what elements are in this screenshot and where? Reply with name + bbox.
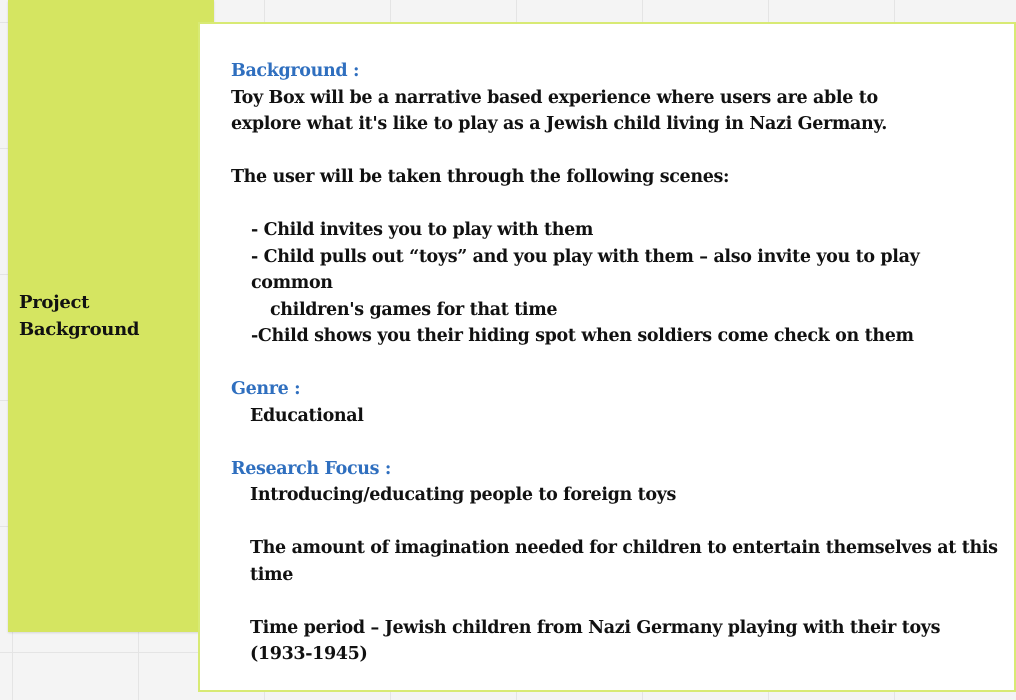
genre-heading: Genre : xyxy=(231,379,301,399)
spacer xyxy=(231,509,1001,536)
spacer xyxy=(231,138,1001,165)
spacer xyxy=(231,191,1001,218)
content-text-block[interactable] xyxy=(231,58,1001,668)
project-background-sticky-note[interactable] xyxy=(8,0,214,632)
spacer xyxy=(231,350,1001,377)
research-item-3: Time period – Jewish children from Nazi Germany playing with their toys xyxy=(250,617,941,638)
background-text-line-2: explore what it's like to play as a Jewish child living in Nazi Germany. xyxy=(231,114,887,134)
background-heading: Background : xyxy=(231,61,360,81)
research-item-1: Introducing/educating people to foreign toys xyxy=(250,485,677,505)
genre-value: Educational xyxy=(250,405,364,426)
project-background-label: Project Background xyxy=(19,292,140,340)
research-item-2: The amount of imagination needed for children to entertain themselves at this xyxy=(250,538,998,558)
research-item-2-continued: time xyxy=(250,564,293,585)
research-focus-heading: Research Focus : xyxy=(231,458,392,479)
background-text-line-1: Toy Box will be a narrative based experience where users are able to xyxy=(231,87,878,108)
scene-item-3: -Child shows you their hiding spot when soldiers come check on them xyxy=(251,326,914,346)
project-background-content-card[interactable] xyxy=(198,22,1016,692)
scene-item-1: - Child invites you to play with them xyxy=(251,220,594,240)
scene-item-2: - Child pulls out “toys” and you play with them – also invite you to play common xyxy=(251,246,920,293)
spacer xyxy=(231,429,1001,456)
research-item-3-continued: (1933-1945) xyxy=(250,644,368,664)
scene-item-2-continued: children's games for that time xyxy=(270,299,558,320)
spacer xyxy=(231,588,1001,615)
scenes-intro: The user will be taken through the following scenes: xyxy=(231,167,730,187)
